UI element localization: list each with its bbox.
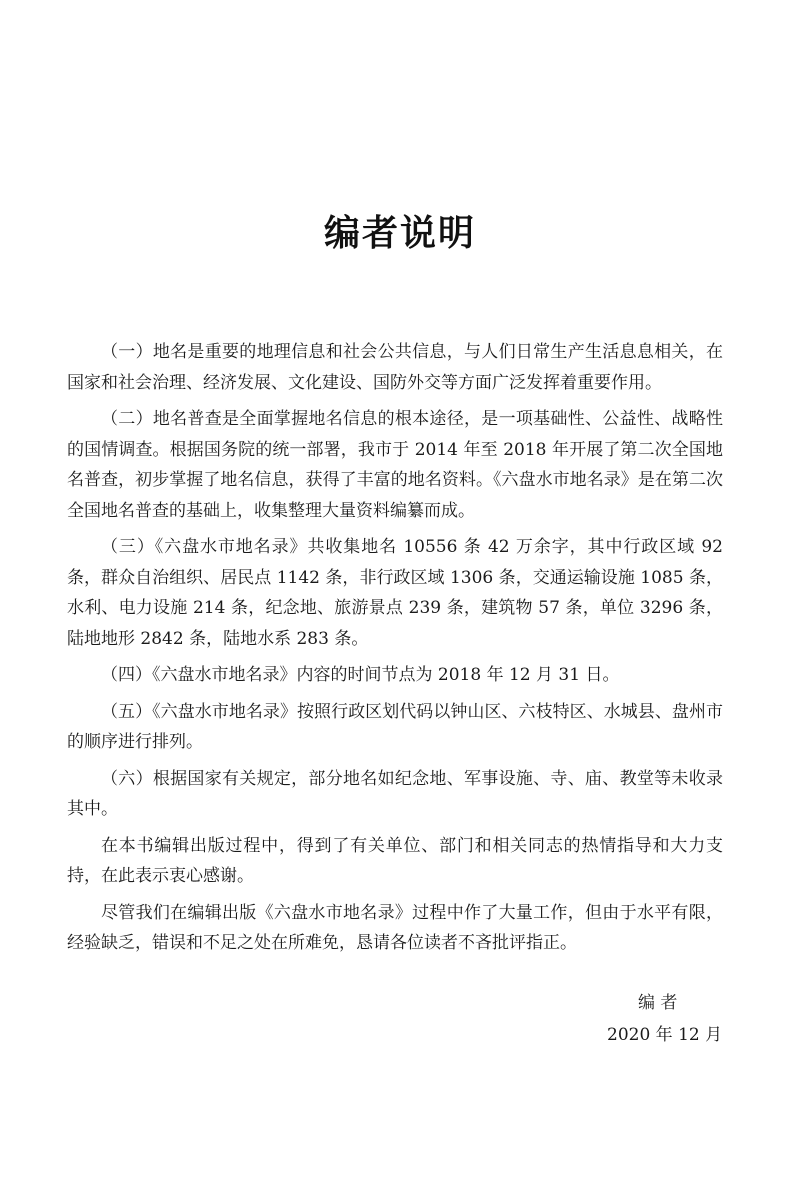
paragraph-1: （一）地名是重要的地理信息和社会公共信息，与人们日常生产生活息息相关，在国家和社会治理、经济发展、文化建设、国防外交等方面广泛发挥着重要作用。 (67, 342, 723, 393)
body-text (67, 337, 723, 965)
signature-date: 2020 年 12 月 (607, 1025, 723, 1045)
paragraph-3: （三）《六盘水市地名录》共收集地名 10556 条 42 万余字，其中行政区域 92 条，群众自治组织、居民点 1142 条，非行政区域 1306 条，交通运输设施 1085 条，水利、电力设施 214 条，纪念地、旅游景点 239 条，建筑物 57 条，单位 3296 条，陆地地形 2842 条，陆地水系 283 条。 (67, 537, 723, 649)
paragraph-6: （六）根据国家有关规定，部分地名如纪念地、军事设施、寺、庙、教堂等未收录其中。 (67, 768, 723, 819)
page-title: 编者说明 (323, 212, 476, 254)
paragraph-acknowledgement: 在本书编辑出版过程中，得到了有关单位、部门和相关同志的热情指导和大力支持，在此表示衷心感谢。 (67, 835, 723, 886)
paragraph-disclaimer: 尽管我们在编辑出版《六盘水市地名录》过程中作了大量工作，但由于水平有限，经验缺乏，错误和不足之处在所难免，恳请各位读者不吝批评指正。 (67, 902, 723, 953)
paragraph-4: （四）《六盘水市地名录》内容的时间节点为 2018 年 12 月 31 日。 (101, 665, 620, 685)
paragraph-2: （二）地名普查是全面掌握地名信息的根本途径，是一项基础性、公益性、战略性的国情调查。根据国务院的统一部署，我市于 2014 年至 2018 年开展了第二次全国地名普查，初步掌握了地名信息，获得了丰富的地名资料。《六盘水市地名录》是在第二次全国地名普查的基础上，收集整理大量资料编纂而成。 (67, 409, 723, 521)
paragraph-5: （五）《六盘水市地名录》按照行政区划代码以钟山区、六枝特区、水城县、盘州市的顺序进行排列。 (67, 701, 723, 752)
signature-author: 编 者 (638, 993, 678, 1013)
